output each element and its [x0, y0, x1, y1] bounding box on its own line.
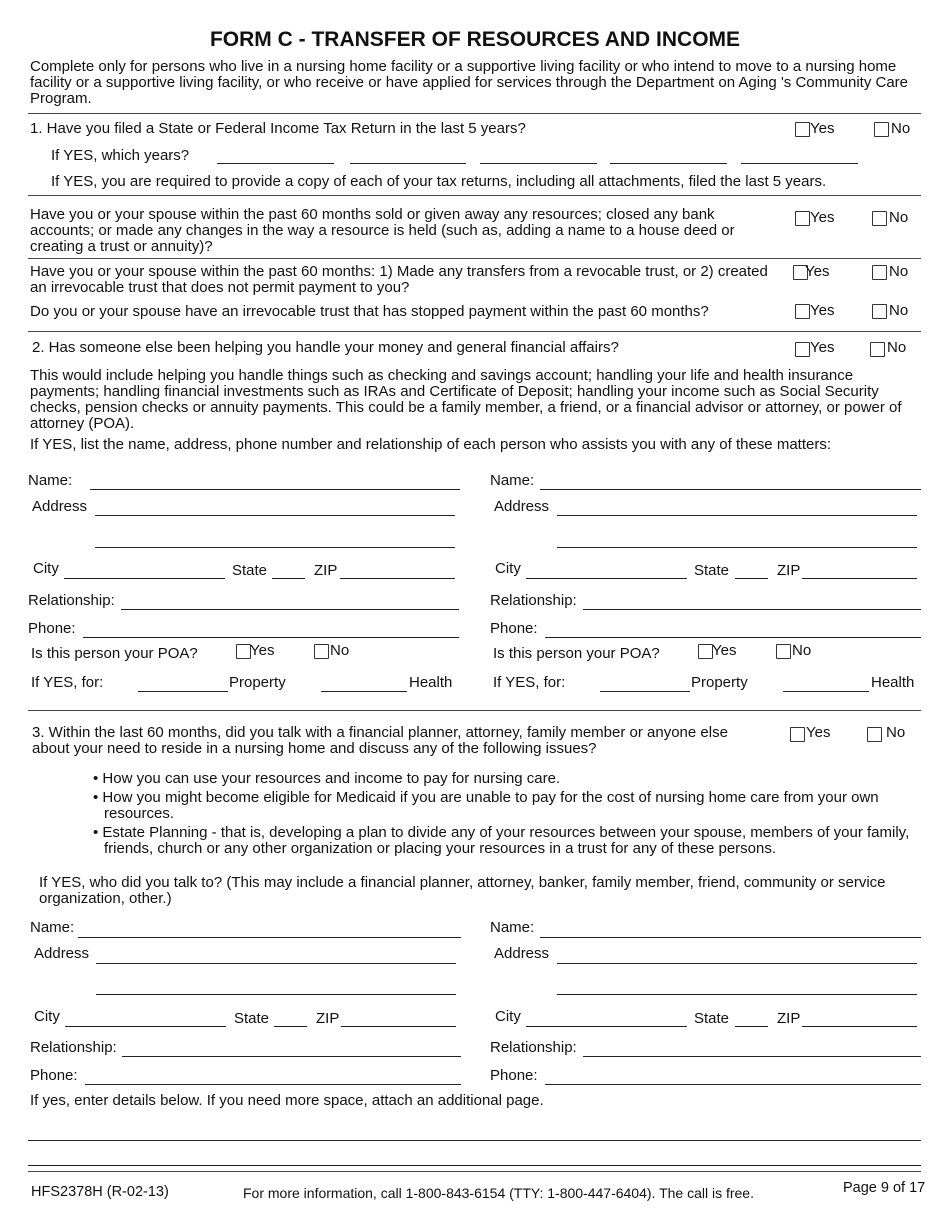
q2-right-poa-no-checkbox[interactable] — [776, 644, 791, 659]
q3-left-relationship-field[interactable] — [122, 1056, 461, 1057]
q2-right-poa-label: Is this person your POA? — [493, 645, 660, 662]
q2-left-poa-no-checkbox[interactable] — [314, 644, 329, 659]
details-field-2[interactable] — [28, 1165, 921, 1166]
q2-right-address-field-2[interactable] — [557, 547, 917, 548]
q3-no-label: No — [886, 724, 906, 741]
q2-left-state-label: State — [232, 562, 268, 579]
q2-left-name-label: Name: — [28, 472, 73, 489]
q1c-no-label: No — [889, 263, 909, 280]
q2-right-name-field[interactable] — [540, 489, 921, 490]
q2-no-label: No — [887, 339, 907, 356]
q3-right-phone-label: Phone: — [490, 1067, 538, 1084]
footer-info: For more information, call 1-800-843-6154 (TTY: 1-800-447-6404). The call is free. — [243, 1185, 754, 1201]
q3-bullet: • How you can use your resources and income to pay for nursing care. — [93, 770, 561, 787]
q2-left-property-label: Property — [229, 674, 286, 691]
q2-right-poa-yes-label: Yes — [712, 642, 737, 659]
q2-list-instruction: If YES, list the name, address, phone number and relationship of each person who assists you with any of these matters: — [30, 436, 831, 453]
q3-right-name-field[interactable] — [540, 937, 921, 938]
q2-left-phone-field[interactable] — [83, 637, 459, 638]
q2-yes-checkbox[interactable] — [795, 342, 810, 357]
q3-who-text: If YES, who did you talk to? (This may include a financial planner, attorney, banker, family member, friend, community or service organization, other.) — [39, 874, 886, 907]
q3-right-city-field[interactable] — [526, 1026, 687, 1027]
q3-right-name-label: Name: — [490, 919, 535, 936]
q2-question: 2. Has someone else been helping you handle your money and general financial affairs? — [32, 339, 619, 356]
q2-right-address-label: Address — [494, 498, 550, 515]
q3-right-zip-label: ZIP — [777, 1010, 801, 1027]
q1-no-checkbox[interactable] — [874, 122, 889, 137]
intro-text: Complete only for persons who live in a nursing home facility or a supportive living facility or who intend to move to a nursing home facility or a supportive living facility, or who receive or have applied for services through the Department on Aging 's Community Care Program. — [30, 58, 908, 107]
q3-right-state-field[interactable] — [735, 1026, 768, 1027]
q2-right-relationship-field[interactable] — [583, 609, 921, 610]
q2-left-address-label: Address — [32, 498, 88, 515]
q3-right-city-label: City — [495, 1008, 521, 1025]
form-id: HFS2378H (R-02-13) — [31, 1184, 169, 1200]
q3-left-city-field[interactable] — [65, 1026, 226, 1027]
q1d-no-checkbox[interactable] — [872, 304, 887, 319]
q2-right-zip-label: ZIP — [777, 562, 801, 579]
q1-yes-checkbox[interactable] — [795, 122, 810, 137]
q1-note: If YES, you are required to provide a copy of each of your tax returns, including all attachments, filed the last 5 years. — [51, 173, 827, 190]
q1-question: 1. Have you filed a State or Federal Income Tax Return in the last 5 years? — [30, 120, 526, 137]
q3-right-relationship-label: Relationship: — [490, 1039, 577, 1056]
q1d-question: Do you or your spouse have an irrevocable trust that has stopped payment within the past 60 months? — [30, 303, 709, 320]
divider — [28, 258, 921, 259]
q2-left-address-field[interactable] — [95, 515, 455, 516]
q1b-yes-checkbox[interactable] — [795, 211, 810, 226]
q1c-no-checkbox[interactable] — [872, 265, 887, 280]
q3-left-phone-field[interactable] — [85, 1084, 461, 1085]
q2-right-name-label: Name: — [490, 472, 535, 489]
q2-left-poa-yes-label: Yes — [250, 642, 275, 659]
q2-left-poa-yes-checkbox[interactable] — [236, 644, 251, 659]
q2-left-poa-no-label: No — [330, 642, 350, 659]
q1b-yes-label: Yes — [810, 209, 835, 226]
q2-left-relationship-field[interactable] — [121, 609, 459, 610]
q3-left-address-label: Address — [34, 945, 90, 962]
q2-left-city-field[interactable] — [64, 578, 225, 579]
q2-right-state-field[interactable] — [735, 578, 768, 579]
q1-which-years-label: If YES, which years? — [51, 147, 190, 164]
q1d-yes-checkbox[interactable] — [795, 304, 810, 319]
q1d-yes-label: Yes — [810, 302, 835, 319]
q1b-question: Have you or your spouse within the past 60 months sold or given away any resources; closed any bank accounts; or made any changes in the way a resource is held (such as, adding a name to a house deed or creating a trust or annuity)? — [30, 206, 735, 255]
q2-right-poa-no-label: No — [792, 642, 812, 659]
q2-left-poa-label: Is this person your POA? — [31, 645, 198, 662]
q3-right-phone-field[interactable] — [545, 1084, 921, 1085]
q2-left-if-yes-for-label: If YES, for: — [31, 674, 104, 691]
q3-right-address-label: Address — [494, 945, 550, 962]
divider — [28, 195, 921, 196]
q3-no-checkbox[interactable] — [867, 727, 882, 742]
q2-left-health-field[interactable] — [321, 691, 407, 692]
q3-left-address-field[interactable] — [96, 963, 456, 964]
q3-bullet: • Estate Planning - that is, developing a plan to divide any of your resources between your spouse, members of your family, friends, church or any other organization or placing your resources in a trust for any of these persons. — [93, 824, 910, 857]
q3-right-state-label: State — [694, 1010, 730, 1027]
divider — [28, 113, 921, 114]
year-field-1[interactable] — [217, 163, 334, 164]
q2-left-zip-field[interactable] — [340, 578, 455, 579]
q3-left-city-label: City — [34, 1008, 60, 1025]
q1b-no-label: No — [889, 209, 909, 226]
q3-details-text: If yes, enter details below. If you need more space, attach an additional page. — [30, 1092, 544, 1109]
q2-right-health-label: Health — [871, 674, 915, 691]
q3-right-address-field-2[interactable] — [557, 994, 917, 995]
q1-no-label: No — [891, 120, 911, 137]
q3-right-relationship-field[interactable] — [583, 1056, 921, 1057]
q2-right-property-label: Property — [691, 674, 748, 691]
q2-explanation: This would include helping you handle things such as checking and savings account; handling your life and health insurance payments; handling financial investments such as IRAs and Certificate of Deposit; handling your income such as Social Security checks, pension checks or annuity payments. This could be a family member, a friend, or a financial advisor or attorney, or power of attorney (POA). — [30, 367, 902, 432]
q3-right-address-field[interactable] — [557, 963, 917, 964]
q3-bullet: • How you might become eligible for Medicaid if you are unable to pay for the cost of nursing home care from your own resources. — [93, 789, 879, 822]
q2-no-checkbox[interactable] — [870, 342, 885, 357]
q1-yes-label: Yes — [810, 120, 835, 137]
q3-yes-label: Yes — [806, 724, 831, 741]
q2-right-address-field[interactable] — [557, 515, 917, 516]
year-field-3[interactable] — [480, 163, 597, 164]
year-field-5[interactable] — [741, 163, 858, 164]
footer-divider — [28, 1171, 921, 1172]
q3-left-relationship-label: Relationship: — [30, 1039, 117, 1056]
page-title: FORM C - TRANSFER OF RESOURCES AND INCOME — [209, 28, 741, 51]
year-field-2[interactable] — [350, 163, 466, 164]
q2-left-state-field[interactable] — [272, 578, 305, 579]
q1c-yes-label: Yes — [805, 263, 830, 280]
q3-question: 3. Within the last 60 months, did you talk with a financial planner, attorney, family member or anyone else about your need to reside in a nursing home and discuss any of the following issues? — [32, 724, 728, 757]
q2-left-address-field-2[interactable] — [95, 547, 455, 548]
divider — [28, 710, 921, 711]
q2-right-phone-field[interactable] — [545, 637, 921, 638]
q1b-no-checkbox[interactable] — [872, 211, 887, 226]
q3-bullet-list — [93, 771, 913, 860]
q2-left-zip-label: ZIP — [314, 562, 338, 579]
q2-right-state-label: State — [694, 562, 730, 579]
q2-left-health-label: Health — [409, 674, 453, 691]
q3-left-address-field-2[interactable] — [96, 994, 456, 995]
q2-right-poa-yes-checkbox[interactable] — [698, 644, 713, 659]
details-field[interactable] — [28, 1140, 921, 1141]
q2-left-phone-label: Phone: — [28, 620, 76, 637]
q2-right-health-field[interactable] — [783, 691, 869, 692]
q2-right-city-label: City — [495, 560, 521, 577]
q2-right-city-field[interactable] — [526, 578, 687, 579]
q2-right-relationship-label: Relationship: — [490, 592, 577, 609]
q2-left-name-field[interactable] — [90, 489, 460, 490]
q3-left-state-label: State — [234, 1010, 270, 1027]
year-field-4[interactable] — [610, 163, 727, 164]
q3-right-zip-field[interactable] — [802, 1026, 917, 1027]
page-number: Page 9 of 17 — [843, 1180, 926, 1196]
q2-yes-label: Yes — [810, 339, 835, 356]
q3-yes-checkbox[interactable] — [790, 727, 805, 742]
q2-right-phone-label: Phone: — [490, 620, 538, 637]
q3-left-zip-label: ZIP — [316, 1010, 340, 1027]
q1d-no-label: No — [889, 302, 909, 319]
q3-left-name-field[interactable] — [78, 937, 461, 938]
q1c-question: Have you or your spouse within the past 60 months: 1) Made any transfers from a revocable trust, or 2) created an irrevocable trust that does not permit payment to you? — [30, 263, 768, 296]
q2-right-if-yes-for-label: If YES, for: — [493, 674, 566, 691]
q3-left-state-field[interactable] — [274, 1026, 307, 1027]
q3-left-name-label: Name: — [30, 919, 75, 936]
q3-left-phone-label: Phone: — [30, 1067, 78, 1084]
q2-left-city-label: City — [33, 560, 59, 577]
q3-left-zip-field[interactable] — [341, 1026, 456, 1027]
q2-right-zip-field[interactable] — [802, 578, 917, 579]
q2-left-property-field[interactable] — [138, 691, 228, 692]
q2-right-property-field[interactable] — [600, 691, 690, 692]
q2-left-relationship-label: Relationship: — [28, 592, 115, 609]
divider — [28, 331, 921, 332]
